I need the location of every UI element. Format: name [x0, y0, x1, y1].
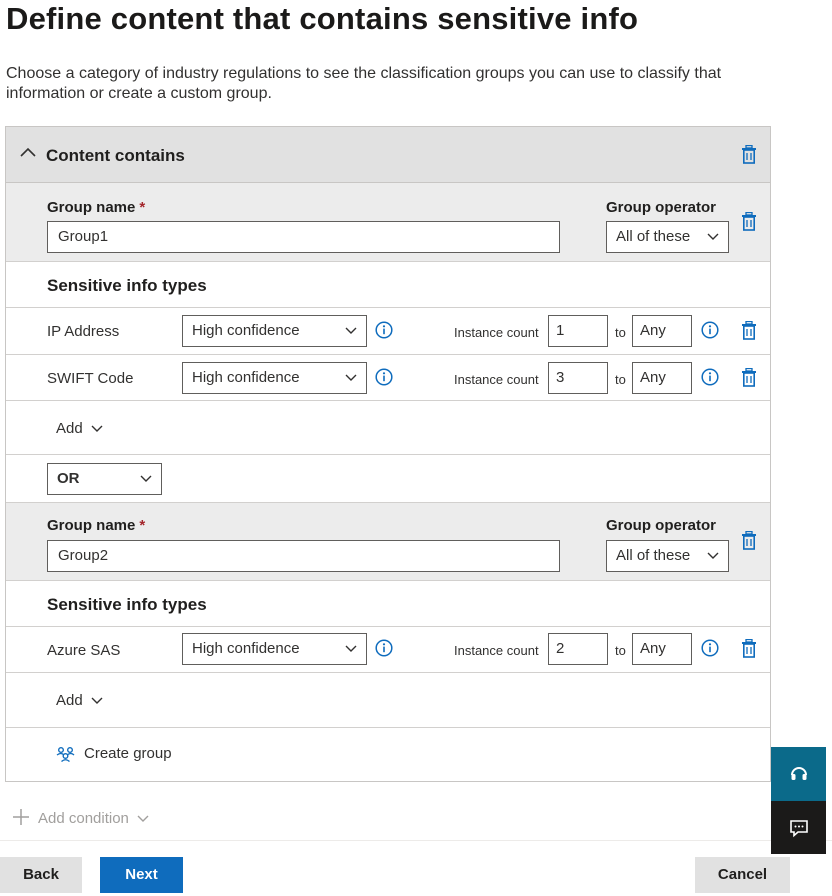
to-label: to	[615, 325, 626, 340]
cancel-button[interactable]: Cancel	[695, 857, 790, 893]
chevron-down-icon	[91, 697, 103, 705]
instance-count-max-input[interactable]: Any	[632, 633, 692, 665]
instance-count-min-input[interactable]: 1	[548, 315, 608, 347]
chevron-up-icon[interactable]	[20, 147, 36, 157]
chevron-down-icon	[140, 475, 152, 483]
group-2-name-input[interactable]: Group2	[47, 540, 560, 572]
next-button[interactable]: Next	[100, 857, 183, 893]
info-icon[interactable]	[701, 321, 719, 339]
chevron-down-icon	[345, 645, 357, 653]
confidence-select[interactable]: High confidence	[182, 362, 367, 394]
instance-count-min-input[interactable]: 2	[548, 633, 608, 665]
confidence-select[interactable]: High confidence	[182, 315, 367, 347]
group-1-name-input[interactable]: Group1	[47, 221, 560, 253]
chevron-down-icon	[345, 327, 357, 335]
to-label: to	[615, 372, 626, 387]
instance-count-label: Instance count	[454, 643, 539, 658]
info-icon[interactable]	[701, 639, 719, 657]
instance-count-max-input[interactable]: Any	[632, 315, 692, 347]
sensitive-info-type-name: IP Address	[47, 323, 120, 340]
to-label: to	[615, 643, 626, 658]
group-2-header	[6, 503, 770, 581]
chat-icon	[789, 818, 809, 838]
info-icon[interactable]	[375, 368, 393, 386]
sensitive-info-types-header	[6, 581, 770, 627]
sensitive-info-type-name: Azure SAS	[47, 642, 121, 659]
instance-count-min-input[interactable]: 3	[548, 362, 608, 394]
trash-icon[interactable]	[741, 321, 757, 340]
content-contains-header[interactable]	[6, 127, 770, 183]
confidence-select[interactable]: High confidence	[182, 633, 367, 665]
sensitive-info-types-header	[6, 262, 770, 308]
footer-divider	[0, 840, 832, 841]
chevron-down-icon	[345, 374, 357, 382]
instance-count-label: Instance count	[454, 372, 539, 387]
plus-icon	[12, 808, 30, 826]
sensitive-info-types-title: Sensitive info types	[47, 595, 207, 614]
instance-count-label: Instance count	[454, 325, 539, 340]
trash-icon[interactable]	[741, 639, 757, 658]
group-joiner-row	[6, 455, 770, 503]
page-description: Choose a category of industry regulations to see the classification groups you can use to classify that information or create a custom group.	[6, 65, 722, 102]
add-button[interactable]: Add	[56, 420, 103, 437]
create-group-button[interactable]: Create group	[56, 745, 172, 762]
group-people-icon	[56, 746, 76, 762]
add-row	[6, 401, 770, 455]
chevron-down-icon	[707, 233, 719, 241]
trash-icon[interactable]	[741, 531, 757, 550]
trash-icon[interactable]	[741, 368, 757, 387]
group-operator-label: Group operator	[606, 517, 717, 534]
sensitive-info-type-name: SWIFT Code	[47, 370, 134, 387]
info-icon[interactable]	[701, 368, 719, 386]
content-contains-panel	[5, 126, 771, 782]
help-button[interactable]	[771, 747, 826, 801]
add-row	[6, 673, 770, 728]
add-condition-button[interactable]: Add condition	[12, 808, 157, 827]
group-operator-label: Group operator	[606, 199, 717, 216]
feedback-button[interactable]	[771, 801, 826, 854]
group-1-header	[6, 183, 770, 262]
info-icon[interactable]	[375, 321, 393, 339]
group-1-operator-select[interactable]: All of these	[606, 221, 729, 253]
chevron-down-icon	[707, 552, 719, 560]
group-joiner-select[interactable]: OR	[47, 463, 162, 495]
group-name-label: Group name *	[47, 517, 146, 534]
chevron-down-icon	[137, 815, 149, 823]
trash-icon[interactable]	[741, 145, 757, 164]
instance-count-max-input[interactable]: Any	[632, 362, 692, 394]
headset-icon	[789, 764, 809, 784]
trash-icon[interactable]	[741, 212, 757, 231]
sensitive-info-type-row	[6, 308, 770, 355]
group-2-operator-select[interactable]: All of these	[606, 540, 729, 572]
page-title: Define content that contains sensitive info	[6, 1, 639, 36]
content-contains-label: Content contains	[46, 146, 185, 165]
back-button[interactable]: Back	[0, 857, 82, 893]
info-icon[interactable]	[375, 639, 393, 657]
sensitive-info-type-row	[6, 355, 770, 401]
group-name-label: Group name *	[47, 199, 146, 216]
chevron-down-icon	[91, 425, 103, 433]
sensitive-info-type-row	[6, 627, 770, 673]
add-button[interactable]: Add	[56, 692, 103, 709]
sensitive-info-types-title: Sensitive info types	[47, 276, 207, 295]
